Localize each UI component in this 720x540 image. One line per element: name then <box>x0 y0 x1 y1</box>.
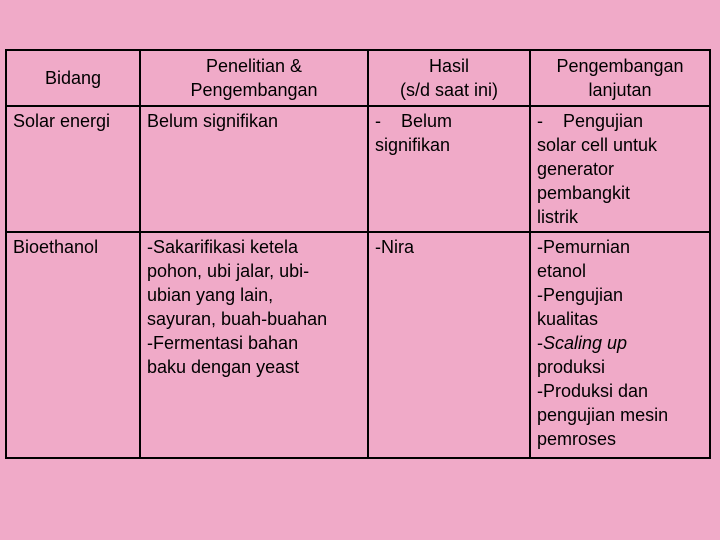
next-line: etanol <box>537 261 587 281</box>
result-line: -Nira <box>375 237 414 257</box>
cell-next-solar <box>530 106 710 232</box>
research-line: ubian yang lain, <box>147 285 274 305</box>
research-line: baku dengan yeast <box>147 357 300 377</box>
header-hasil <box>368 50 530 106</box>
next-line: solar cell untuk <box>537 135 658 155</box>
next-line: Pengujian <box>563 111 644 131</box>
research-line: Belum signifikan <box>147 111 279 131</box>
header-lanjutan-line: Pengembangan <box>556 56 684 76</box>
cell-research-solar <box>140 106 368 232</box>
result-line: signifikan <box>375 135 451 155</box>
cell-next-bioethanol <box>530 232 710 458</box>
research-line: pohon, ubi jalar, ubi- <box>147 261 310 281</box>
cell-research-bioethanol <box>140 232 368 458</box>
next-line: pemroses <box>537 429 617 449</box>
header-penelitian-line: Pengembangan <box>190 80 318 100</box>
research-line: -Fermentasi bahan <box>147 333 299 353</box>
cell-field-solar <box>6 106 140 232</box>
next-line: kualitas <box>537 309 599 329</box>
scaling-up-text: Scaling up <box>543 333 628 353</box>
scaling-prefix: - <box>537 333 543 353</box>
next-line: -Produksi dan <box>537 381 649 401</box>
header-hasil-line: Hasil <box>428 56 469 76</box>
bullet-dash: - <box>375 111 381 131</box>
result-line: Belum <box>401 111 453 131</box>
next-line-scaling <box>537 331 703 355</box>
table-row-bioethanol <box>6 232 710 458</box>
header-row <box>6 50 710 106</box>
header-hasil-line: (s/d saat ini) <box>399 80 499 100</box>
cell-result-bioethanol <box>368 232 530 458</box>
next-line: pembangkit <box>537 183 631 203</box>
table-row-solar <box>6 106 710 232</box>
header-bidang <box>6 50 140 106</box>
research-table <box>5 49 711 459</box>
next-line: pengujian mesin <box>537 405 669 425</box>
field-label: Bioethanol <box>13 237 99 257</box>
next-line: listrik <box>537 207 578 227</box>
cell-field-bioethanol <box>6 232 140 458</box>
bullet-dash: - <box>537 111 543 131</box>
header-bidang-text: Bidang <box>44 68 102 88</box>
header-penelitian <box>140 50 368 106</box>
next-line: generator <box>537 159 615 179</box>
research-line: sayuran, buah-buahan <box>147 309 328 329</box>
header-pengembangan-lanjutan <box>530 50 710 106</box>
next-line: produksi <box>537 357 606 377</box>
next-line: -Pengujian <box>537 285 624 305</box>
research-line: -Sakarifikasi ketela <box>147 237 299 257</box>
field-label: Solar energi <box>13 111 111 131</box>
cell-result-solar <box>368 106 530 232</box>
next-line: -Pemurnian <box>537 237 631 257</box>
header-lanjutan-line: lanjutan <box>588 80 652 100</box>
header-penelitian-line: Penelitian & <box>205 56 303 76</box>
